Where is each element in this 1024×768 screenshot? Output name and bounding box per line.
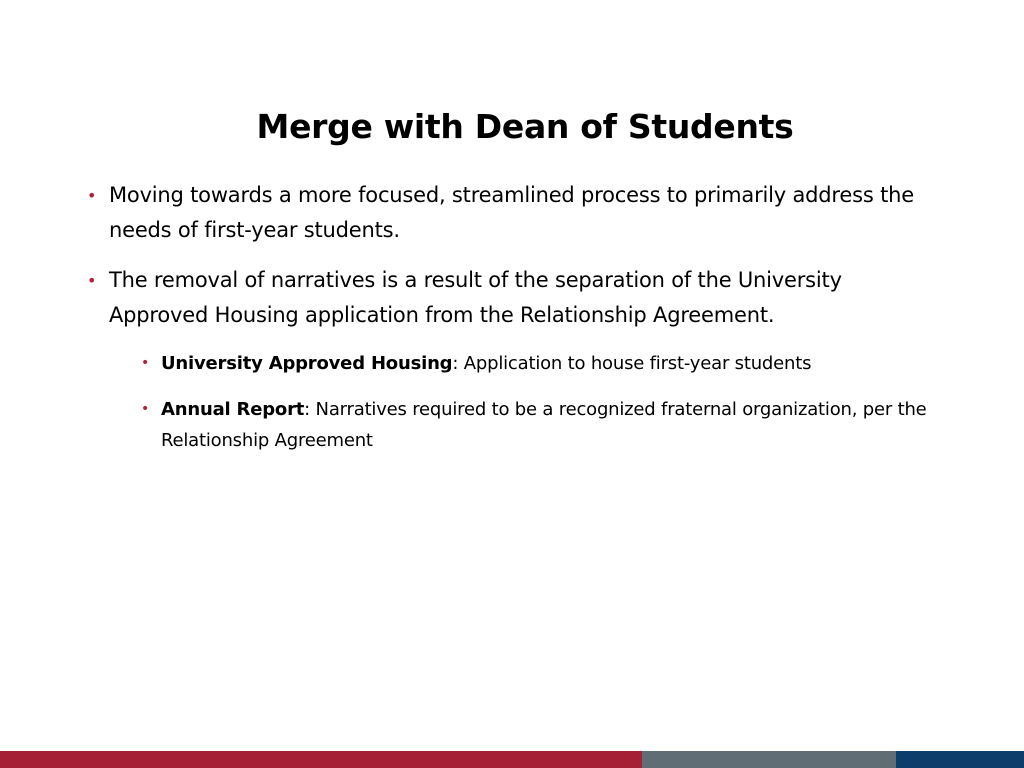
footer-red-segment	[0, 751, 642, 768]
bullet-list	[0, 178, 1024, 471]
footer-blue-segment	[896, 751, 1024, 768]
sub-bullet-text: : Narratives required to be a recognized fraternal organization, per the Relationship Agreement	[161, 399, 927, 451]
bullet-text: The removal of narratives is a result of the separation of the University Approved Housing application from the Relationship Agreement.	[109, 268, 842, 327]
sub-bullet-container	[0, 348, 1024, 456]
bullet-dot-icon: •	[141, 401, 150, 417]
bullet-item	[87, 263, 929, 333]
bullet-dot-icon: •	[141, 355, 150, 371]
bullet-dot-icon: •	[87, 186, 97, 205]
slide-title: Merge with Dean of Students	[256, 107, 794, 146]
sub-bullet-term: Annual Report	[161, 399, 305, 420]
sub-bullet-text: : Application to house first-year students	[452, 353, 812, 374]
footer-gray-segment	[642, 751, 896, 768]
bullet-item	[87, 178, 929, 248]
bullet-text: Moving towards a more focused, streamlined process to primarily address the needs of first-year students.	[109, 183, 914, 242]
sub-bullet-term: University Approved Housing	[161, 353, 453, 374]
bullet-dot-icon: •	[87, 271, 97, 290]
sub-bullet-item	[141, 394, 961, 456]
sub-bullet-item	[141, 348, 961, 379]
footer-color-bar	[0, 751, 1024, 768]
sub-bullet-list	[0, 348, 1024, 456]
